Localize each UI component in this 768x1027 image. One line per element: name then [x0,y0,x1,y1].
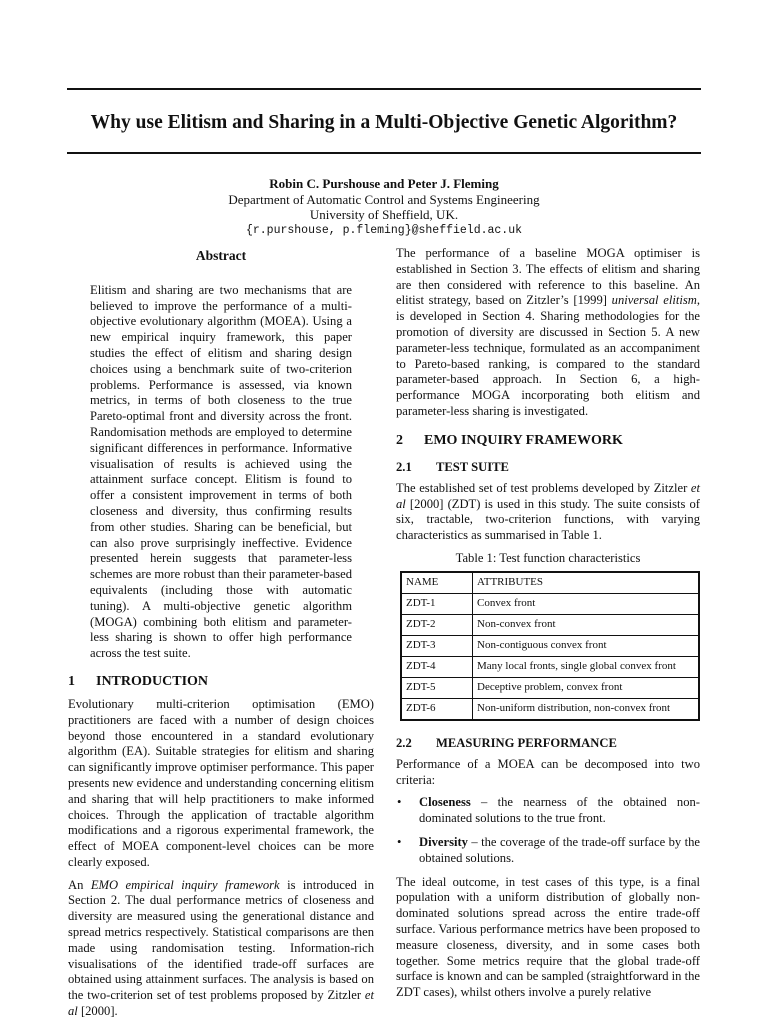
list-item [396,795,700,827]
subsection-2-2-heading [396,735,700,751]
section-title: EMO INQUIRY FRAMEWORK [424,432,623,448]
intro-continued-paragraph [396,246,700,420]
section-number: 1 [68,673,75,689]
table-row [401,656,699,677]
measuring-paragraph: The ideal outcome, in test cases of this type, is a final population with a uniform distribution of globally non-dominated solutions spread across the entire trade-off surface. Various performance metrics have been proposed to measure closeness, diversity, and in some cases both together. Some metrics require that the global trade-off surface is known and can be sampled (straightforward in the ZDT cases), whilst others involve a purely relative [396,874,700,1000]
abstract-heading: Abstract [195,248,247,263]
bullet-icon: • [397,795,402,810]
author-block [67,176,701,238]
measuring-intro: Performance of a MOEA can be decomposed into two criteria: [396,756,700,787]
text-run: is introduced in Section 2. The dual performance metrics of closeness and diversity are measured using the generational distance and spread metrics respectively. Statistical comparisons are then made using randomisation testing. Information-rich visualisations of the identified trade-off surfaces are obtained using attainment surfaces. The analysis is based on the two-criterion set of test problems proposed by Zitzler [68,877,375,1003]
test-suite-paragraph [396,481,700,544]
header-cell: NAME [401,572,473,594]
list-term: Diversity [419,834,468,849]
table-cell-attributes: Convex front [473,593,700,614]
table-row [401,614,699,635]
table-cell-name: ZDT-2 [401,614,473,635]
section-title: INTRODUCTION [96,673,209,689]
list-text: – the nearness of the obtained non-dominated solutions to the true front. [419,795,700,826]
criteria-list [396,795,700,866]
emphasis-text: universal elitism [611,293,697,308]
list-term: Closeness [419,795,471,810]
subsection-2-1-heading [396,459,700,475]
intro-paragraph-1: Evolutionary multi-criterion optimisation (EMO) practitioners are faced with a number of design choices beyond those encountered in a standard evolutionary algorithm (EA). Suitable strategies for elitism and sharing can significantly improve optimiser performance. This paper presents new evidence and understanding concerning elitism and sharing that will help practitioners to make informed choices. Through the application of tractable algorithm modifications and a rigorous experimental framework, the effect of MOEA component-level choices can be more clearly exposed. [68,696,374,869]
author-names: Robin C. Purshouse and Peter J. Fleming [269,176,499,191]
subsection-number: 2.1 [396,459,412,474]
table-cell-name: ZDT-3 [401,635,473,656]
section-2-heading [396,432,700,450]
table-cell-name: ZDT-5 [401,677,473,698]
list-item [396,835,700,867]
table-cell-attributes: Many local fronts, single global convex front [473,656,700,677]
table-header-row [401,572,699,594]
table-row [401,593,699,614]
text-run: The performance of a baseline MOGA optimiser is established in Section 3. The effects of elitism and sharing are then considered with reference to this baseline. An elitist strategy, based on Zitzler’s [1999] [396,246,700,308]
table-cell-attributes: Non-uniform distribution, non-convex front [473,698,700,720]
right-column [396,246,700,1008]
emphasis-text: et al [396,480,700,511]
subsection-number: 2.2 [396,735,412,750]
emphasis-text: EMO empirical inquiry framework [90,877,280,892]
text-run: The established set of test problems developed by Zitzler [396,480,691,495]
text-run: , is developed in Section 4. Sharing methodologies for the promotion of diversity are discussed in Section 5. A new parameter-less technique, formulated as an accompaniment to Pareto-based ranking, is compared to the standard parameter-based approach. In Section 6, a high-performance MOGA incorporating both elitism and parameter-less sharing is investigated. [396,293,700,418]
table-row [401,635,699,656]
test-function-table [400,571,700,721]
table-body [401,572,699,720]
table-cell-name: ZDT-6 [401,698,473,720]
abstract-text: Elitism and sharing are two mechanisms that are believed to improve the performance of a multi-objective evolutionary algorithm (MOEA). Using a new empirical inquiry framework, this paper studies the effect of elitism and sharing design choices using a benchmark suite of two-criterion problems. Performance is assessed, via known metrics, in terms of both closeness to the true Pareto-optimal front and diversity across the front. Randomisation methods are employed to determine significant differences in performance. Informative visualisation of results is achieved using the attainment surface concept. Elitism is found to offer a consistent improvement in terms of both closeness and diversity, thus confirming results from other studies. Sharing can be beneficial, but can also prove surprisingly ineffective. Evidence presented herein suggests that parameter-less schemes are more robust than their parameter-based equivalents (including those with automatic tuning). A multi-objective genetic algorithm (MOGA) combining both elitism and parameter-less sharing is shown to offer high performance across the test suite. [90,282,353,661]
table-cell-attributes: Deceptive problem, convex front [473,677,700,698]
text-run: [2000]. [77,1004,118,1019]
section-number: 2 [396,432,403,448]
author-department: Department of Automatic Control and Systems Engineering [228,191,540,207]
list-text: – the coverage of the trade-off surface by the obtained solutions. [419,834,700,865]
header-cell: ATTRIBUTES [473,572,700,594]
subsection-title: MEASURING PERFORMANCE [436,735,617,750]
table-cell-name: ZDT-4 [401,656,473,677]
table-cell-attributes: Non-contiguous convex front [473,635,700,656]
left-column [68,246,374,1027]
text-run: [2000] (ZDT) is used in this study. The suite consists of six, tractable, two-criterion functions, with varying characteristics as summarised in Table 1. [396,496,700,543]
table-caption: Table 1: Test function characteristics [455,550,641,565]
emphasis-text: et al [68,988,374,1019]
section-1-heading [68,673,374,691]
table-row [401,677,699,698]
top-rule [67,88,701,90]
author-university: University of Sheffield, UK. [309,207,459,222]
table-cell-attributes: Non-convex front [473,614,700,635]
table-row [401,698,699,720]
bottom-rule [67,152,701,154]
author-email: {r.purshouse, p.fleming}@sheffield.ac.uk [245,223,523,237]
subsection-title: TEST SUITE [436,459,509,474]
paper-title: Why use Elitism and Sharing in a Multi-Objective Genetic Algorithm? [90,112,678,133]
text-run: An [68,877,91,892]
bullet-icon: • [397,834,402,849]
intro-paragraph-2 [68,878,374,1020]
table-cell-name: ZDT-1 [401,593,473,614]
